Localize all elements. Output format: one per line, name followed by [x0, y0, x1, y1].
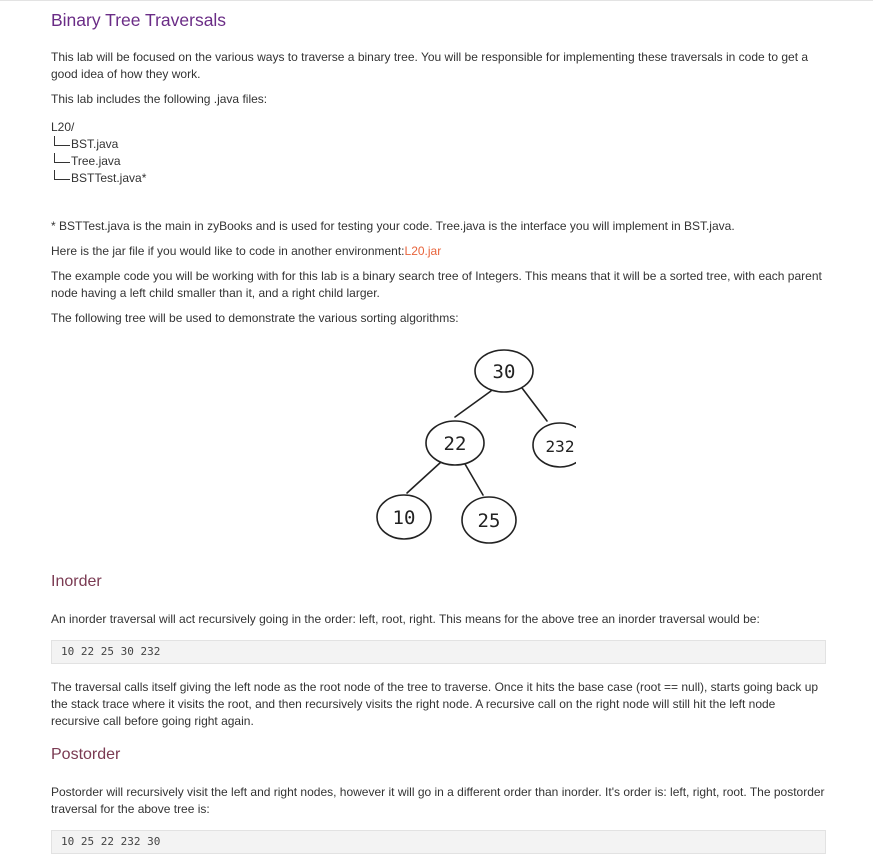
tree-edge-30-232 [519, 384, 547, 421]
file-tree-root: L20/ [51, 120, 75, 134]
tree-node-label: 22 [443, 433, 467, 455]
tree-edge-30-22 [455, 391, 491, 417]
note-paragraph: * BSTTest.java is the main in zyBooks and is used for testing your code. Tree.java is the interface you will implement in BST.java. [51, 219, 735, 233]
tree-intro: The following tree will be used to demonstrate the various sorting algorithms: [51, 311, 459, 325]
tree-node-label: 10 [392, 507, 416, 529]
file-name: Tree.java [71, 154, 121, 168]
file-tree-item [51, 136, 146, 153]
page-title: Binary Tree Traversals [51, 10, 227, 30]
file-name: BSTTest.java* [71, 171, 147, 185]
file-tree-item [51, 153, 146, 170]
tree-edge-22-25 [465, 464, 483, 495]
file-tree-item [51, 170, 146, 187]
file-name: BST.java [71, 137, 119, 151]
postorder-description: Postorder will recursively visit the left and right nodes, however it will go in a different order than inorder. It's order is: left, right, root. The postorder traversal for the above tree is: [51, 785, 825, 816]
jar-download-link[interactable]: L20.jar [404, 244, 442, 258]
files-intro: This lab includes the following .java files: [51, 92, 268, 106]
intro-paragraph: This lab will be focused on the various ways to traverse a binary tree. You will be responsible for implementing these traversals in code to get a good idea of how they work. [51, 50, 809, 81]
inorder-heading: Inorder [51, 573, 102, 590]
file-tree [51, 119, 146, 187]
inorder-explanation: The traversal calls itself giving the left node as the root node of the tree to traverse. Once it hits the base case (root == null), starts going back up the stack trace where it visits the root, and then recursively visits the right node. A recursive call on the right node will still hit the left node recursive call before going right again. [51, 680, 819, 728]
tree-node-label: 232 [545, 437, 575, 456]
top-divider [0, 0, 873, 1]
postorder-output: 10 25 22 232 30 [51, 830, 826, 854]
inorder-output: 10 22 25 30 232 [51, 640, 826, 664]
tree-node-label: 25 [477, 510, 501, 532]
jar-paragraph [51, 243, 826, 260]
inorder-description: An inorder traversal will act recursively going in the order: left, root, right. This means for the above tree an inorder traversal would be: [51, 612, 760, 626]
tree-node-label: 30 [492, 361, 516, 383]
binary-tree-diagram [326, 340, 576, 550]
example-paragraph: The example code you will be working with for this lab is a binary search tree of Integers. This means that it will be a sorted tree, with each parent node having a left child smaller than it, and a right child larger. [51, 269, 822, 300]
tree-edge-22-10 [407, 462, 441, 493]
postorder-heading: Postorder [51, 746, 121, 763]
jar-text: Here is the jar file if you would like to code in another environment: [51, 244, 405, 258]
